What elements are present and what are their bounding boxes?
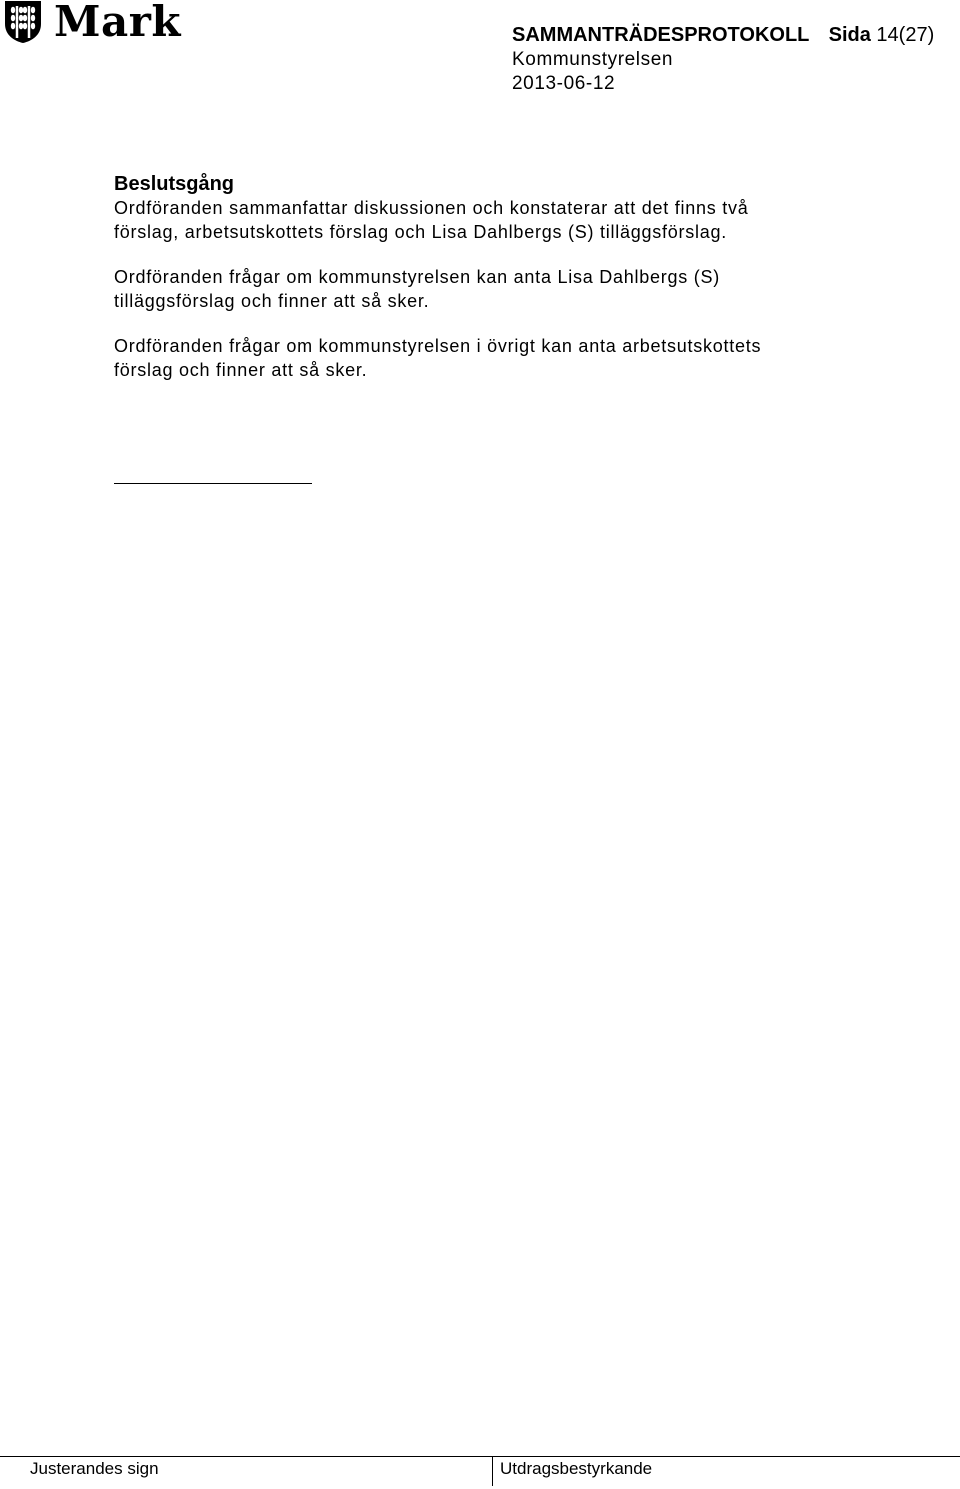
paragraph-remaining-vote: Ordföranden frågar om kommunstyrelsen i övrigt kan anta arbetsutskottets förslag och finner att så sker. — [114, 336, 762, 380]
footer-rule — [0, 1456, 960, 1457]
paragraph-addition-vote: Ordföranden frågar om kommunstyrelsen kan anta Lisa Dahlbergs (S) tilläggsförslag och finner att så sker. — [114, 267, 721, 311]
coat-of-arms-icon — [4, 0, 42, 44]
page-label: Sida — [828, 24, 871, 46]
paragraph-summary: Ordföranden sammanfattar diskussionen och konstaterar att det finns två förslag, arbetsutskottets förslag och Lisa Dahlbergs (S) tilläggsförslag. — [114, 198, 749, 242]
decision-section — [114, 171, 914, 404]
section-heading: Beslutsgång — [114, 173, 235, 195]
section-end-rule — [114, 483, 312, 484]
document-type: SAMMANTRÄDESPROTOKOLL — [512, 24, 810, 46]
municipality-logo — [4, 0, 181, 44]
page-number: 14(27) — [876, 24, 935, 46]
committee-name: Kommunstyrelsen — [512, 49, 674, 70]
protocol-title-line — [512, 22, 934, 48]
footer-certification-label: Utdragsbestyrkande — [500, 1459, 653, 1478]
footer-divider — [492, 1456, 493, 1486]
meeting-date: 2013-06-12 — [512, 73, 616, 94]
document-header — [512, 22, 934, 96]
footer-signature-label: Justerandes sign — [30, 1459, 159, 1478]
logo-wordmark: Mark — [54, 0, 181, 46]
